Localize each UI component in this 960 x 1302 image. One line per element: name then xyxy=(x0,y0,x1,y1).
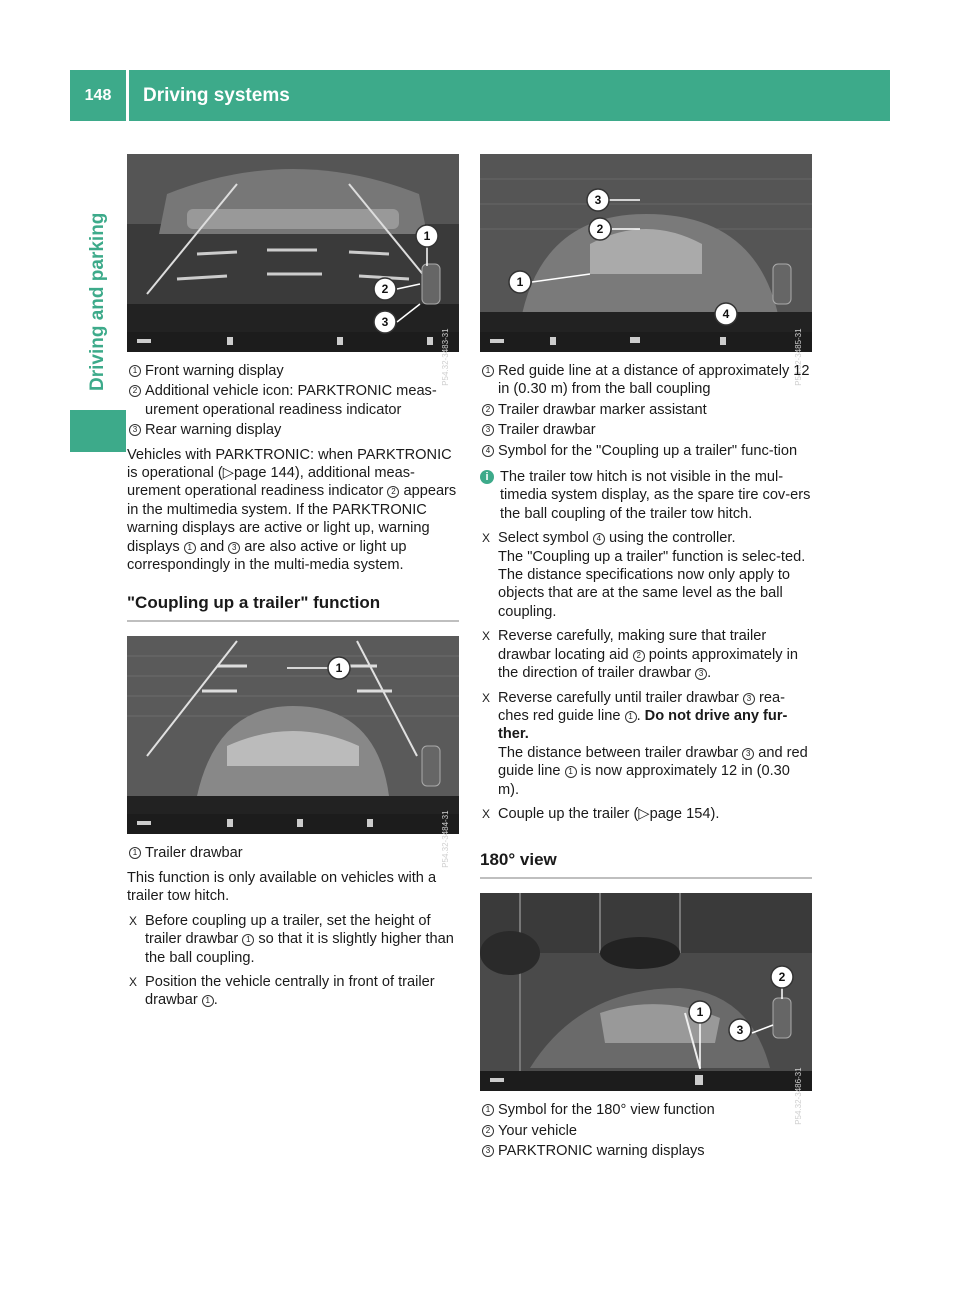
side-tab-label: Driving and parking xyxy=(87,212,108,391)
callout-2: 2 xyxy=(596,222,604,236)
callout-2: 2 xyxy=(381,282,389,296)
step-arrow-icon: X xyxy=(129,913,138,928)
legend-item: 4 Symbol for the "Coupling up a trailer" func-tion xyxy=(480,442,812,460)
legend-item: 2 Your vehicle xyxy=(480,1122,812,1140)
callout-1: 1 xyxy=(423,229,431,243)
header-divider xyxy=(126,70,129,121)
callout-number: 2 xyxy=(482,404,494,416)
callout-number: 3 xyxy=(129,424,141,436)
figure1-legend xyxy=(127,362,459,440)
callout-number: 1 xyxy=(482,365,494,377)
callout-1: 1 xyxy=(696,1005,704,1020)
instruction-step: X Reverse carefully until trailer drawbar 3 rea-ches red guide line 1 . Do not drive any fur-ther. The distance between trailer drawbar 3 and red guide line 1 is now approximately 12 in (0.30 m). xyxy=(482,689,808,798)
info-icon: i xyxy=(480,470,494,484)
legend-item: 1 Symbol for the 180° view function xyxy=(480,1101,812,1119)
body-paragraph: Vehicles with PARKTRONIC: when PARKTRONIC is operational (▷page 144), additional meas-urement operational readiness indicator 2 appears in the multimedia system. If the PARKTRONIC warning displays are active or light up, warning displays 1 and 3 are also active or light up correspondingly in the multi-media system. xyxy=(127,446,457,574)
section-heading: "Coupling up a trailer" function xyxy=(127,592,459,622)
parktronic-illustration xyxy=(127,154,459,352)
figure2-legend xyxy=(127,844,459,862)
warning-text: Do not drive any fur-ther. xyxy=(498,707,788,743)
body-paragraph: This function is only available on vehicles with a trailer tow hitch. xyxy=(127,869,437,905)
callout-number: 1 xyxy=(482,1104,494,1116)
figure-id: P54.32-3484-31 xyxy=(440,810,450,868)
callout-number: 3 xyxy=(482,424,494,436)
legend-item: 3 PARKTRONIC warning displays xyxy=(480,1142,812,1160)
callout-3: 3 xyxy=(381,315,389,329)
page-reference[interactable]: page 144 xyxy=(233,465,295,482)
callout-number: 3 xyxy=(482,1145,494,1157)
step-arrow-icon: X xyxy=(482,629,491,644)
page-number: 148 xyxy=(84,87,112,104)
side-tab-marker xyxy=(70,410,126,452)
info-note: i The trailer tow hitch is not visible in the mul-timedia system display, as the spare tire cov-ers the ball coupling of the trailer tow hitch. xyxy=(480,468,812,523)
instruction-step: X Position the vehicle centrally in front of trailer drawbar 1 . xyxy=(129,973,435,1009)
step-arrow-icon: X xyxy=(482,806,491,821)
figure3-legend xyxy=(480,362,812,460)
instruction-step: X Reverse carefully, making sure that trailer drawbar locating aid 2 points approximately in the direction of trailer drawbar 3 . xyxy=(482,628,798,682)
legend-item: 3 Trailer drawbar xyxy=(480,421,812,439)
coupling-illustration xyxy=(127,636,459,834)
legend-item: 1 Front warning display xyxy=(127,362,459,380)
callout-number: 1 xyxy=(129,847,141,859)
legend-item: 1 Trailer drawbar xyxy=(127,844,459,862)
view-180-illustration xyxy=(480,893,812,1091)
callout-number: 1 xyxy=(129,365,141,377)
figure-id: P54.32-3485-31 xyxy=(793,328,803,386)
legend-item: 1 Red guide line at a distance of approximately 12 in (0.30 m) from the ball coupling xyxy=(480,362,812,399)
callout-number: 2 xyxy=(129,385,141,397)
callout-1: 1 xyxy=(516,275,524,289)
callout-number: 2 xyxy=(482,1125,494,1137)
callout-number: 4 xyxy=(482,445,494,457)
page-ref-arrow-icon: ▷ xyxy=(638,805,650,822)
side-tab xyxy=(70,121,126,408)
legend-item: 2 Additional vehicle icon: PARKTRONIC meas-urement operational readiness indicator xyxy=(127,382,459,419)
figure-id: P54.32-3483-31 xyxy=(440,328,450,386)
callout-3: 3 xyxy=(594,193,602,207)
instruction-step: X Couple up the trailer (▷page 154). xyxy=(482,805,720,822)
legend-item: 2 Trailer drawbar marker assistant xyxy=(480,401,812,419)
callout-3: 3 xyxy=(736,1023,744,1038)
figure4-legend xyxy=(480,1101,812,1160)
instruction-step: X Before coupling up a trailer, set the height of trailer drawbar 1 so that it is slightly higher than the ball coupling. xyxy=(129,912,454,966)
page-ref-arrow-icon: ▷ xyxy=(222,465,234,482)
step-arrow-icon: X xyxy=(482,690,491,705)
left-column xyxy=(127,154,459,1010)
callout-1: 1 xyxy=(335,661,343,676)
chapter-header xyxy=(70,70,890,121)
callout-4: 4 xyxy=(722,307,730,321)
step-arrow-icon: X xyxy=(482,531,491,546)
page-reference[interactable]: page 154 xyxy=(649,805,711,822)
instruction-step: X Select symbol 4 using the controller. The "Coupling up a trailer" function is selec-ted. The distance specifications now only apply to objects that are at the same level as the ball coupling. xyxy=(482,530,806,620)
step-arrow-icon: X xyxy=(129,974,138,989)
callout-2: 2 xyxy=(778,970,786,985)
section-heading: 180° view xyxy=(480,849,812,879)
figure-id: P54.32-3486-31 xyxy=(793,1067,803,1125)
guide-line-illustration xyxy=(480,154,812,352)
section-title: Driving systems xyxy=(143,85,290,106)
right-column xyxy=(480,154,812,1163)
legend-item: 3 Rear warning display xyxy=(127,421,459,439)
